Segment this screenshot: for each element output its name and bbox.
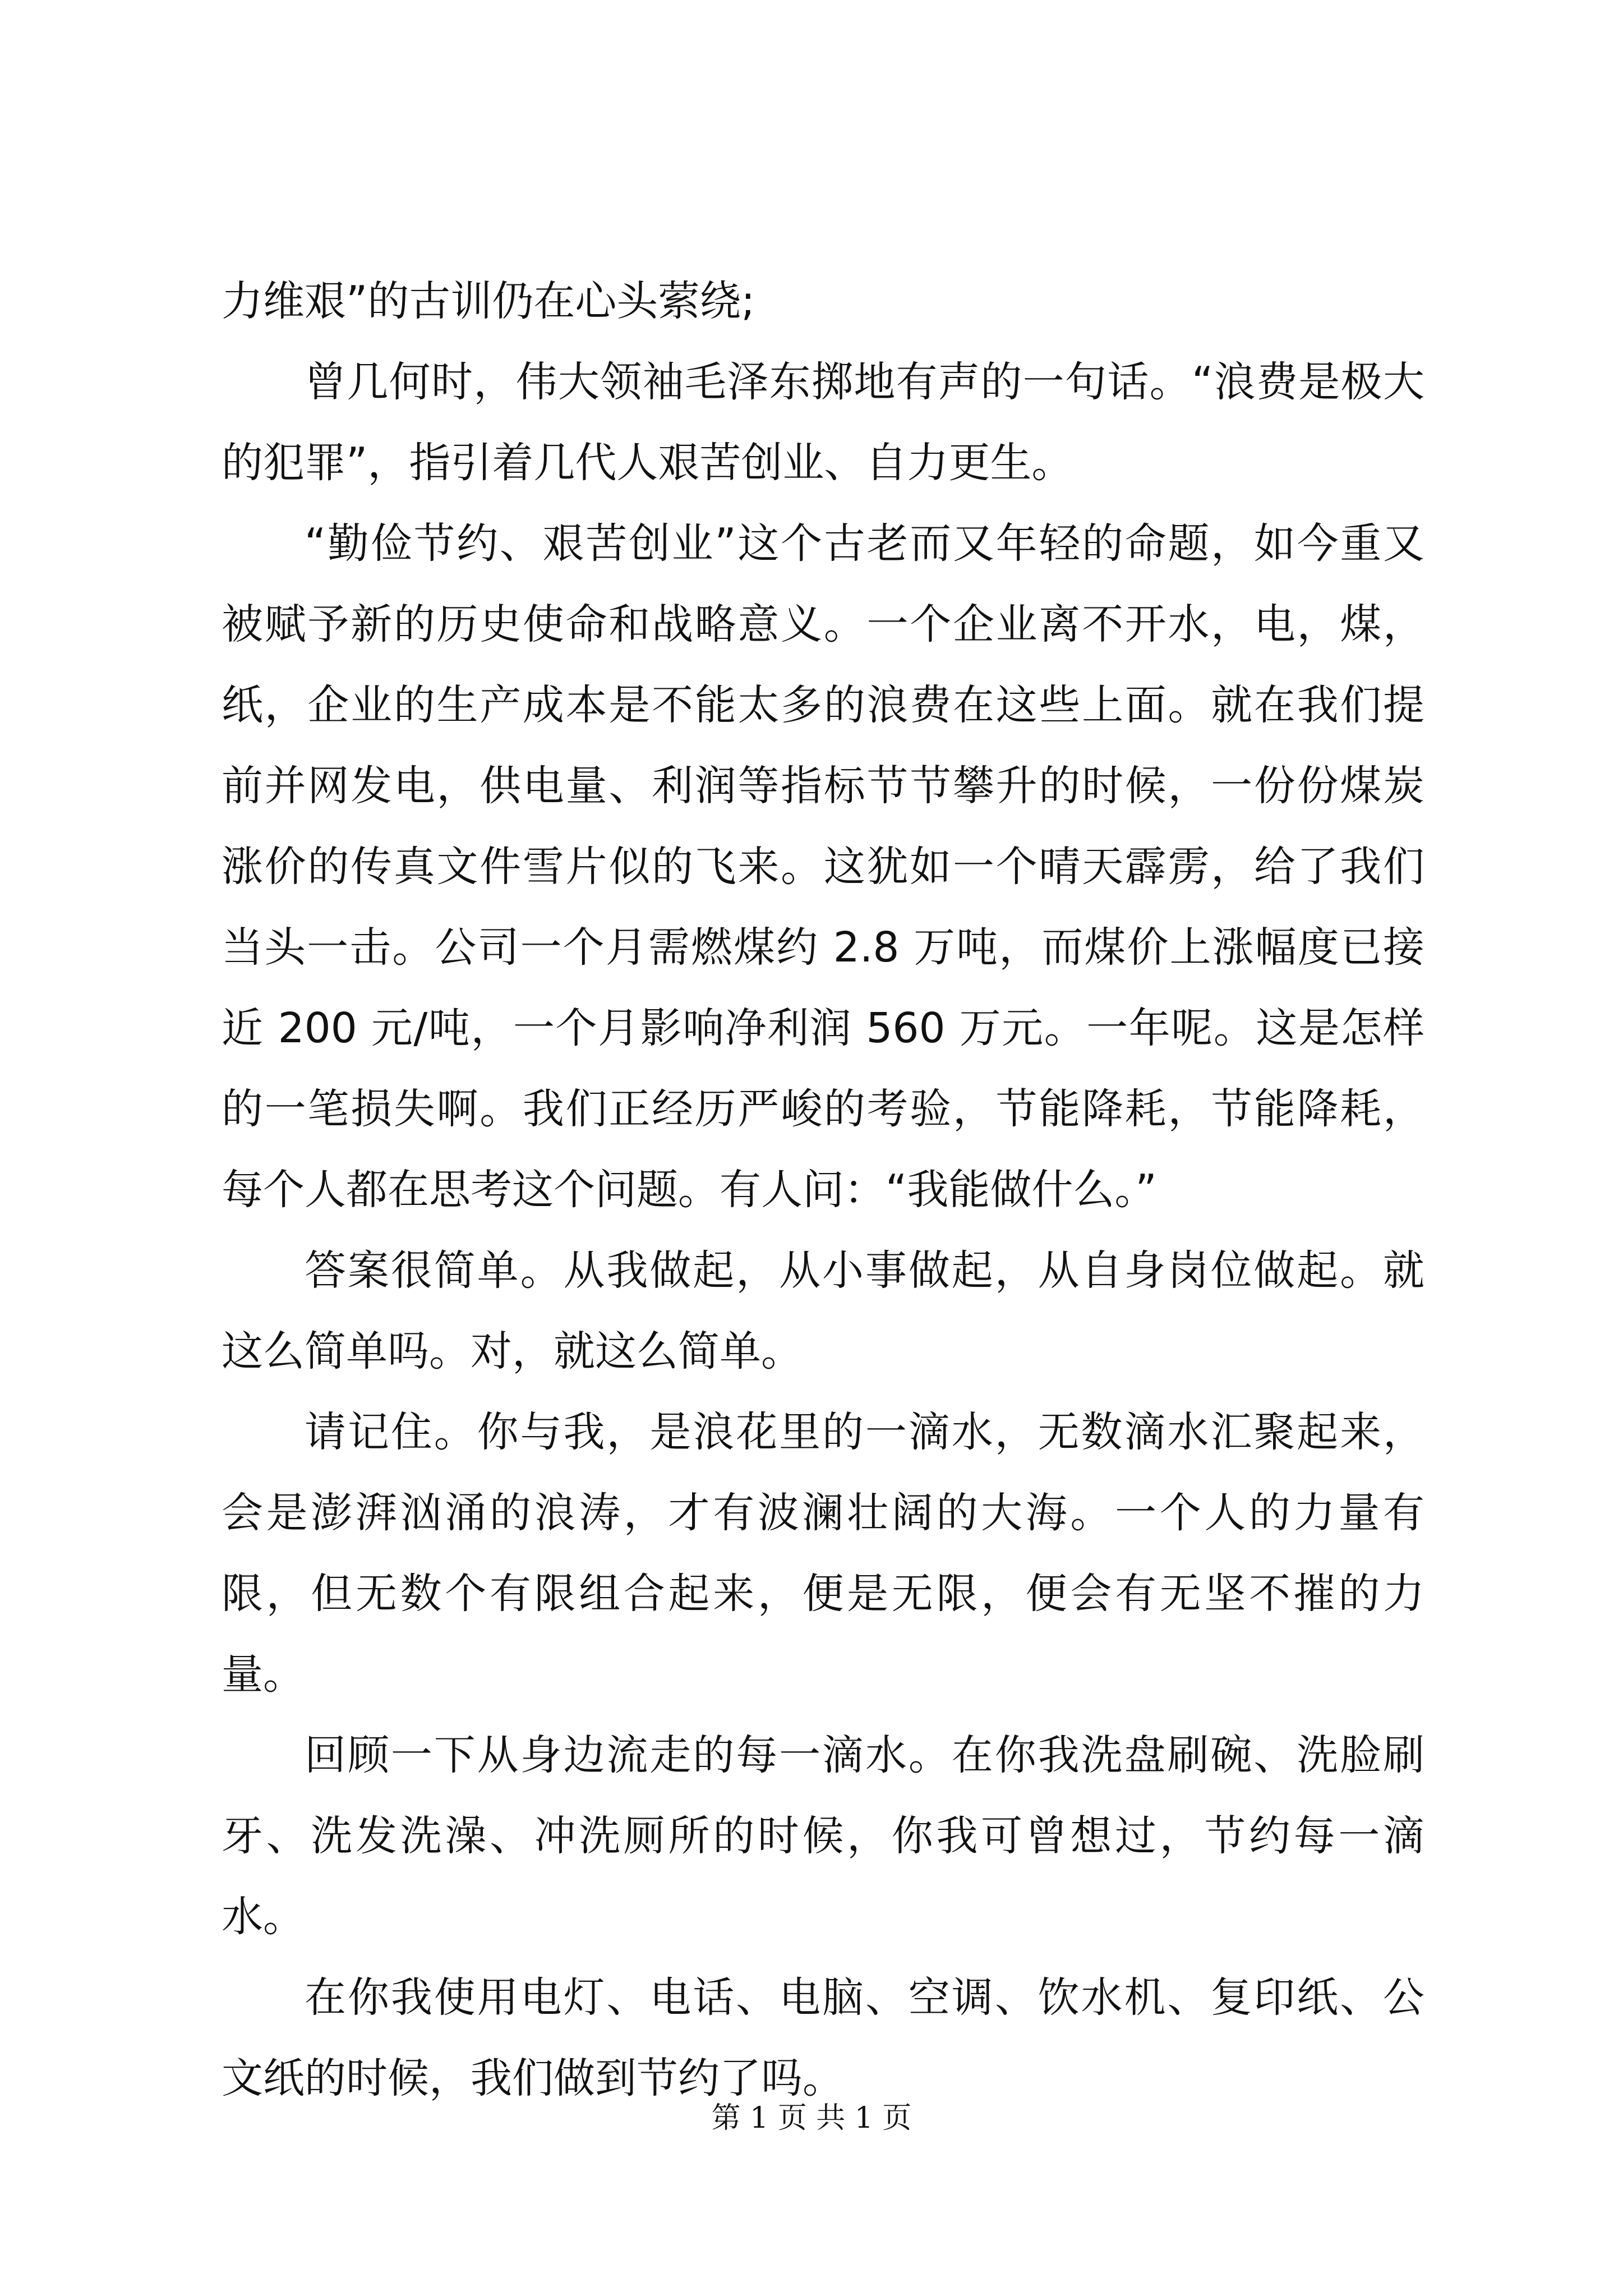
paragraph-5: 请记住。你与我，是浪花里的一滴水，无数滴水汇聚起来，会是澎湃汹涌的浪涛，才有波澜壮阔的大海。一个人的力量有限，但无数个有限组合起来，便是无限，便会有无坚不摧的力量。 [222,1408,1424,1699]
paragraph-4: 答案很简单。从我做起，从小事做起，从自身岗位做起。就这么简单吗。对，就这么简单。 [222,1246,1424,1375]
page-footer [0,2098,1623,2138]
paragraph-3: “勤俭节约、艰苦创业”这个古老而又年轻的命题，如今重又被赋予新的历史使命和战略意义。一个企业离不开水，电，煤，纸，企业的生产成本是不能太多的浪费在这些上面。就在我们提前并网发电，供电量、利润等指标节节攀升的时候，一份份煤炭涨价的传真文件雪片似的飞来。这犹如一个晴天霹雳，给了我们当头一击。公司一个月需燃煤约 2.8 万吨，而煤价上涨幅度已接近 200 元/吨，一个月影响净利润 560 万元。一年呢。这是怎样的一笔损失啊。我们正经历严峻的考验，节能降耗，节能降耗，每个人都在思考这个问题。有人问：“我能做什么。” [222,519,1424,1214]
page-number-label: 第 1 页 共 1 页 [711,2101,912,2135]
paragraph-2: 曾几何时，伟大领袖毛泽东掷地有声的一句话。“浪费是极大的犯罪”，指引着几代人艰苦创业、自力更生。 [222,358,1424,487]
paragraph-7: 在你我使用电灯、电话、电脑、空调、饮水机、复印纸、公文纸的时候，我们做到节约了吗。 [222,1973,1424,2102]
paragraph-1: 力维艰”的古训仍在心头萦绕; [222,277,755,325]
document-body [222,261,1424,2119]
paragraph-6: 回顾一下从身边流走的每一滴水。在你我洗盘刷碗、洗脸刷牙、洗发洗澡、冲洗厕所的时候，你我可曾想过，节约每一滴水。 [222,1731,1424,1941]
